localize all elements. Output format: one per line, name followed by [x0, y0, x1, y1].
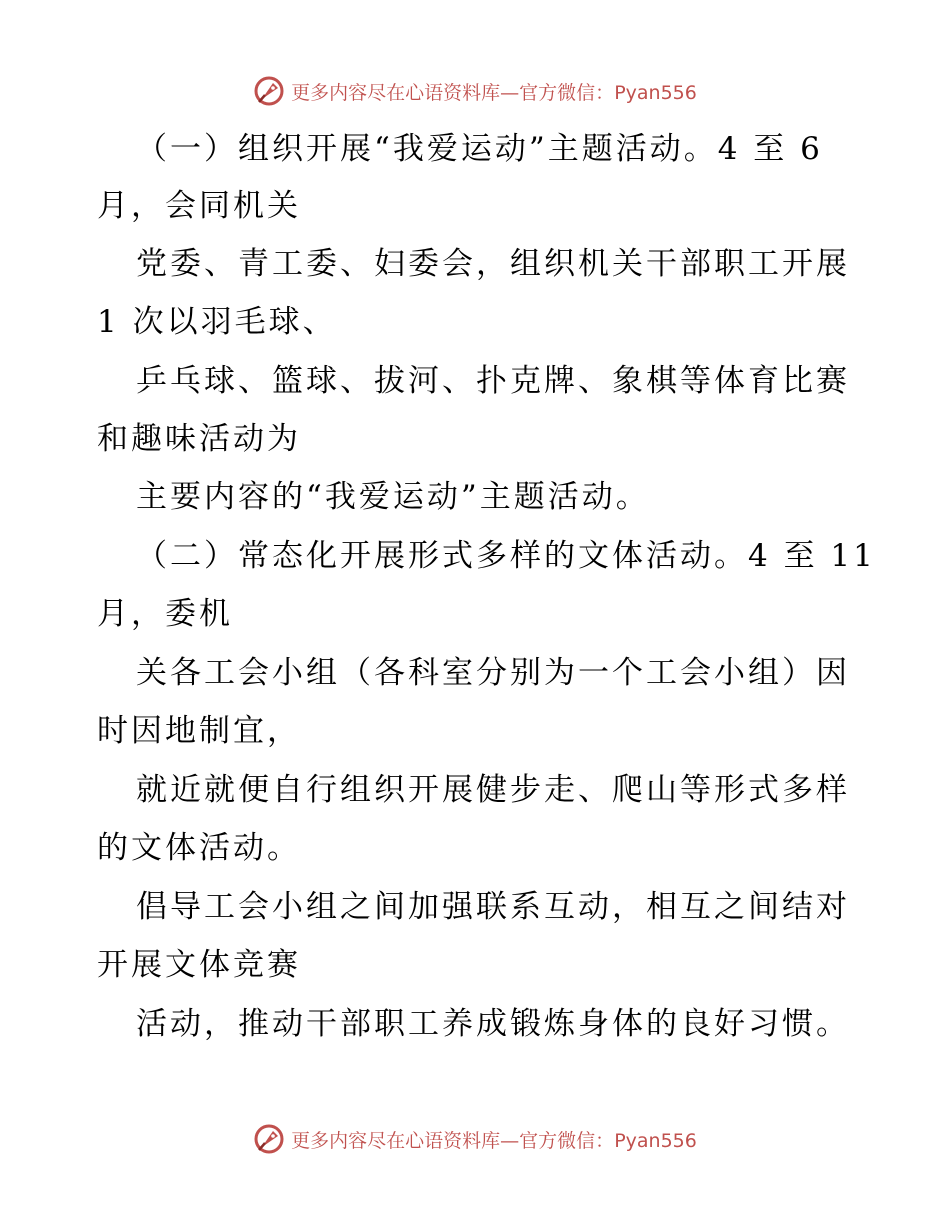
- watermark-text: 更多内容尽在心语资料库—官方微信：Pyan556: [291, 81, 697, 104]
- text-line: 活动，推动干部职工养成锻炼身体的良好习惯。: [136, 1006, 850, 1042]
- text-line: 月，会同机关: [97, 188, 301, 224]
- wechat-id: Pyan556: [614, 81, 697, 104]
- wechat-id: Pyan556: [614, 1129, 697, 1152]
- text-line: 时因地制宜，: [97, 713, 301, 749]
- footer-watermark: [0, 1119, 950, 1159]
- text-line: 关各工会小组（各科室分别为一个工会小组）因: [136, 655, 850, 691]
- text-line: 倡导工会小组之间加强联系互动，相互之间结对: [136, 889, 850, 925]
- text-line: 月，委机: [97, 596, 233, 632]
- text-line: （二）常态化开展形式多样的文体活动。4 至 11: [136, 538, 876, 574]
- text-line: 的文体活动。: [97, 830, 301, 866]
- header-watermark: [0, 71, 950, 111]
- text-line: 主要内容的“我爱运动”主题活动。: [136, 479, 650, 515]
- text-line: 就近就便自行组织开展健步走、爬山等形式多样: [136, 772, 850, 808]
- pen-nib-logo-icon: [253, 75, 285, 107]
- text-line: 和趣味活动为: [97, 421, 301, 457]
- text-line: 1 次以羽毛球、: [97, 304, 337, 340]
- text-line: 开展文体竞赛: [97, 947, 301, 983]
- watermark-text: 更多内容尽在心语资料库—官方微信：Pyan556: [291, 1129, 697, 1152]
- text-line: （一）组织开展“我爱运动”主题活动。4 至 6: [136, 131, 823, 167]
- text-line: 党委、青工委、妇委会，组织机关干部职工开展: [136, 246, 850, 282]
- text-line: 乒乓球、篮球、拔河、扑克牌、象棋等体育比赛: [136, 363, 850, 399]
- pen-nib-logo-icon: [253, 1123, 285, 1155]
